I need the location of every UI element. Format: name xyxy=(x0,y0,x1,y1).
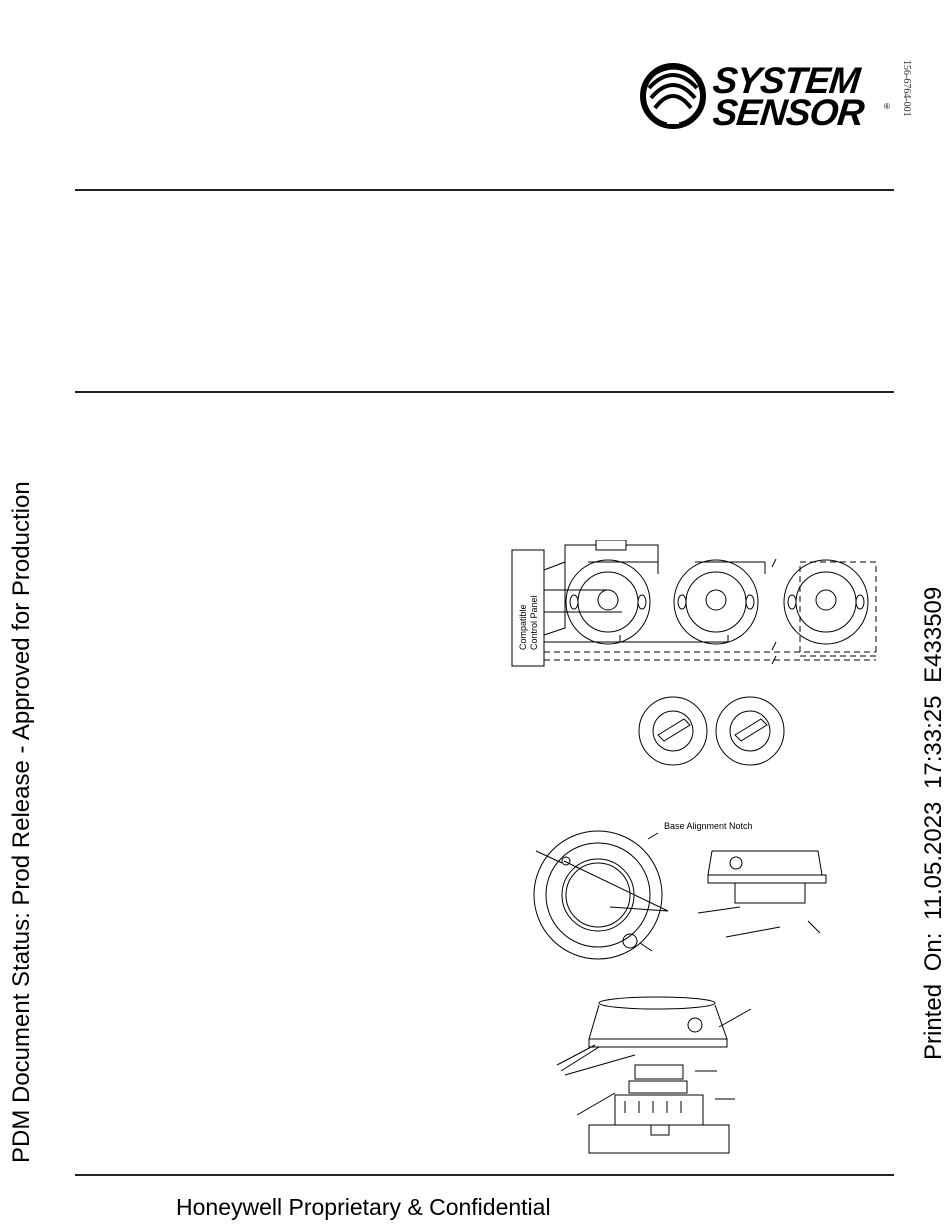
dial-2 xyxy=(716,697,784,765)
base-outer-ring xyxy=(534,831,662,959)
printed-on-stamp: Printed On: 11.05.2023 17:33:25 E433509 xyxy=(920,586,947,1060)
detector-base-3 xyxy=(784,560,868,644)
panel-label-line1: Compatible xyxy=(518,604,528,650)
control-panel-box xyxy=(512,550,544,666)
divider-top xyxy=(75,189,894,191)
document-code: 156-6764-001 xyxy=(901,60,912,117)
system-sensor-logo xyxy=(637,58,897,138)
detector-side-view xyxy=(698,851,826,937)
panel-label-line2: Control Panel xyxy=(529,595,539,650)
exploded-assembly xyxy=(555,995,775,1160)
resistor xyxy=(596,540,626,550)
alignment-notch-label: Base Alignment Notch xyxy=(664,821,753,831)
wiring-diagram xyxy=(510,540,882,670)
dial-1 xyxy=(639,697,707,765)
registered-mark: ® xyxy=(884,102,890,111)
rotary-dials xyxy=(636,695,786,767)
detector-base-1 xyxy=(566,560,650,644)
logo-text-sensor: SENSOR xyxy=(710,92,866,133)
mounting-base xyxy=(589,1095,729,1153)
head-module xyxy=(635,1065,683,1079)
divider-bottom xyxy=(75,1174,894,1176)
logo-swirl-icon xyxy=(637,58,717,138)
base-alignment-figure xyxy=(530,815,840,965)
detector-top xyxy=(599,997,715,1009)
pdm-document-status: PDM Document Status: Prod Release - Approved for Production xyxy=(8,481,35,1163)
logo-text-system: SYSTEM xyxy=(710,60,862,101)
divider-middle xyxy=(75,391,894,393)
detector-base-2 xyxy=(674,560,758,644)
footer-confidential: Honeywell Proprietary & Confidential xyxy=(176,1194,551,1220)
